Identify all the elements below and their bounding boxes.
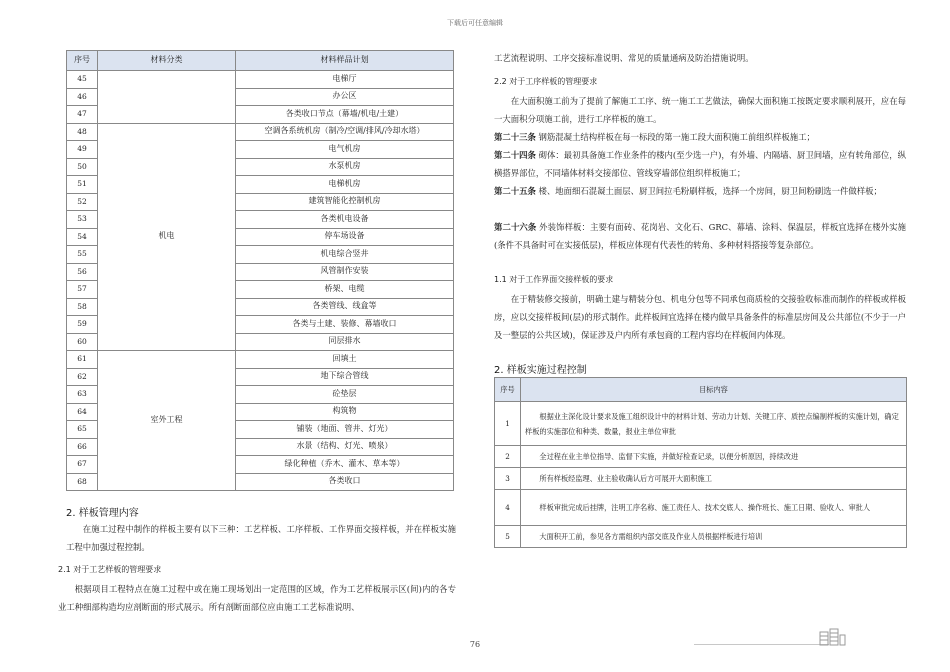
- row-sample-item: 机电综合竖井: [236, 246, 454, 264]
- row-seq: 1: [495, 402, 521, 446]
- row-sample-item: 绿化种植（乔木、灌木、草本等）: [236, 456, 454, 474]
- row-seq: 3: [495, 468, 521, 490]
- row-sample-item: 各类收口节点（幕墙/机电/土建）: [236, 106, 454, 124]
- row-seq: 53: [67, 211, 98, 229]
- row-sample-item: 各类收口: [236, 473, 454, 491]
- row-seq: 61: [67, 351, 98, 369]
- row-sample-item: 构筑物: [236, 403, 454, 421]
- article-text: 钢筋混凝土结构样板在每一标段的第一施工段大面积施工前组织样板施工；: [538, 132, 815, 142]
- row-target-content: 根据业主深化设计要求及施工组织设计中的材料计划、劳动力计划、关键工序、质控点编制样板的实施计划，确定样板的实施部位和种类、数量，报业主单位审批: [521, 402, 907, 446]
- subsection-title-2-2: 2.2 对于工序样板的管理要求: [494, 77, 598, 86]
- paragraph-2-1: 根据项目工程特点在施工过程中或在施工现场划出一定范围的区域，作为工艺样板展示区(间)内的各专业工种细部构造均应剖断面的形式展示。所有剖断面部位应由施工工艺标准说明、: [58, 584, 456, 612]
- table-row: [67, 123, 454, 141]
- material-sample-table: [66, 50, 454, 491]
- paragraph-2-2: 在大面积施工前为了提前了解施工工序、统一施工工艺做法，确保大面积施工按既定要求顺利展开，应在每一大面积分项施工前，进行工序样板的施工。: [494, 96, 906, 124]
- table-row: [495, 490, 907, 526]
- table-header-row: [495, 378, 907, 402]
- material-table-body: [67, 71, 454, 491]
- row-seq: 67: [67, 456, 98, 474]
- row-seq: 50: [67, 158, 98, 176]
- page-number: 76: [469, 640, 481, 649]
- row-seq: 55: [67, 246, 98, 264]
- row-seq: 65: [67, 421, 98, 439]
- row-seq: 68: [67, 473, 98, 491]
- article-text: 楼、地面细石混凝土面层、厨卫间拉毛粉刷样板，选择一个房间，厨卫间粉刷选一件做样板；: [538, 186, 882, 196]
- row-seq: 52: [67, 193, 98, 211]
- col-header-category: 材料分类: [98, 51, 236, 71]
- row-sample-item: 水泵机房: [236, 158, 454, 176]
- row-sample-item: 电梯机房: [236, 176, 454, 194]
- section-title-process-control: 2. 样板实施过程控制: [494, 365, 587, 376]
- article-label: 第二十三条: [494, 132, 536, 142]
- row-seq: 63: [67, 386, 98, 404]
- table-row: [67, 351, 454, 369]
- row-sample-item: 砼垫层: [236, 386, 454, 404]
- process-control-table: [494, 377, 907, 548]
- article-text: 砌体：最初具备施工作业条件的楼内(至少选一户)，有外墙、内隔墙、厨卫间墙，应有转角部位，纵横搭界部位，不同墙体材料交接部位、管线穿墙部位组织样板施工；: [494, 150, 906, 178]
- row-sample-item: 建筑智能化控制机房: [236, 193, 454, 211]
- paragraph-continuation: 工艺流程说明、工序交接标准说明、常见的质量通病及防治措施说明。: [494, 53, 754, 63]
- row-seq: 64: [67, 403, 98, 421]
- row-seq: 45: [67, 71, 98, 89]
- table-row: [495, 446, 907, 468]
- col-header-sample-plan: 材料样品计划: [236, 51, 454, 71]
- table-row: [67, 71, 454, 89]
- article-label: 第二十六条: [494, 222, 537, 232]
- row-sample-item: 各类机电设备: [236, 211, 454, 229]
- row-seq: 54: [67, 228, 98, 246]
- article-label: 第二十四条: [494, 150, 536, 160]
- row-sample-item: 停车场设备: [236, 228, 454, 246]
- row-seq: 59: [67, 316, 98, 334]
- section-title-sample-management: 2. 样板管理内容: [66, 508, 139, 519]
- row-seq: 4: [495, 490, 521, 526]
- row-seq: 2: [495, 446, 521, 468]
- row-sample-item: 办公区: [236, 88, 454, 106]
- row-seq: 57: [67, 281, 98, 299]
- row-target-content: 样板审批完成后挂牌，注明工序名称、施工责任人、技术交底人、操作班长、施工日期、验收人、审批人: [521, 490, 907, 526]
- col-header-seq: 序号: [67, 51, 98, 71]
- row-seq: 49: [67, 141, 98, 159]
- row-sample-item: 地下综合管线: [236, 368, 454, 386]
- row-category: 机电: [98, 123, 236, 351]
- row-target-content: 全过程在业主单位指导、监督下实施，并做好检查记录，以便分析原因，持续改进: [521, 446, 907, 468]
- row-seq: 58: [67, 298, 98, 316]
- row-seq: 56: [67, 263, 98, 281]
- row-category: 室外工程: [98, 351, 236, 491]
- row-target-content: 大面积开工前，参见各方需组织内部交底及作业人员根据样板进行培训: [521, 526, 907, 548]
- row-sample-item: 各类与土建、装修、幕墙收口: [236, 316, 454, 334]
- table-row: [495, 526, 907, 548]
- article-24: [494, 146, 906, 182]
- row-seq: 48: [67, 123, 98, 141]
- row-sample-item: 铺装（地面、管井、灯光）: [236, 421, 454, 439]
- row-sample-item: 电气机房: [236, 141, 454, 159]
- process-table-body: [495, 402, 907, 548]
- article-25: [494, 182, 906, 200]
- row-category: [98, 71, 236, 124]
- row-seq: 51: [67, 176, 98, 194]
- row-sample-item: 空调各系统机房（制冷/空调/排风/冷却水塔）: [236, 123, 454, 141]
- row-sample-item: 各类管线、线盒等: [236, 298, 454, 316]
- row-seq: 5: [495, 526, 521, 548]
- header-note: 下载后可任意编辑: [447, 19, 503, 27]
- row-sample-item: 电梯厅: [236, 71, 454, 89]
- paragraph-1-1: 在于精装修交接前，明确土建与精装分包、机电分包等不同承包商质检的交接验收标准而制作的样板或样板房，应以交接样板间(层)的形式制作。此样板间宜选择在楼内做早具备条件的标准层房间及公共部位(不少于一户及一整层的公共区域)，保证涉及户内所有承包商的工程内容均在样板间内体现。: [494, 294, 906, 340]
- table-row: [495, 468, 907, 490]
- row-sample-item: 水景（结构、灯光、喷泉）: [236, 438, 454, 456]
- subsection-title-2-1: 2.1 对于工艺样板的管理要求: [58, 565, 162, 574]
- paragraph-intro: 在施工过程中制作的样板主要有以下三种：工艺样板、工序样板、工作界面交接样板，并在样板实施工程中加强过程控制。: [66, 524, 456, 552]
- row-sample-item: 回填土: [236, 351, 454, 369]
- table-header-row: [67, 51, 454, 71]
- row-seq: 66: [67, 438, 98, 456]
- table-row: [495, 402, 907, 446]
- article-23: [494, 128, 906, 146]
- article-26: [494, 218, 906, 254]
- row-sample-item: 桥架、电缆: [236, 281, 454, 299]
- row-seq: 46: [67, 88, 98, 106]
- row-seq: 60: [67, 333, 98, 351]
- row-target-content: 所有样板经监理、业主验收确认后方可展开大面积施工: [521, 468, 907, 490]
- article-text: 外装饰样板：主要有面砖、花岗岩、文化石、GRC、幕墙、涂料、保温层，样板宜选择在楼外实施(条件不具备时可在实接低层)，样板应体现有代表性的转角、多种材料搭接等复杂部位。: [494, 222, 906, 250]
- row-seq: 47: [67, 106, 98, 124]
- col-header-target-content: 目标内容: [521, 378, 907, 402]
- subsection-title-1-1: 1.1 对于工作界面交接样板的要求: [494, 275, 614, 284]
- col-header-seq: 序号: [495, 378, 521, 402]
- row-sample-item: 同层排水: [236, 333, 454, 351]
- row-sample-item: 风管制作安装: [236, 263, 454, 281]
- article-label: 第二十五条: [494, 186, 536, 196]
- row-seq: 62: [67, 368, 98, 386]
